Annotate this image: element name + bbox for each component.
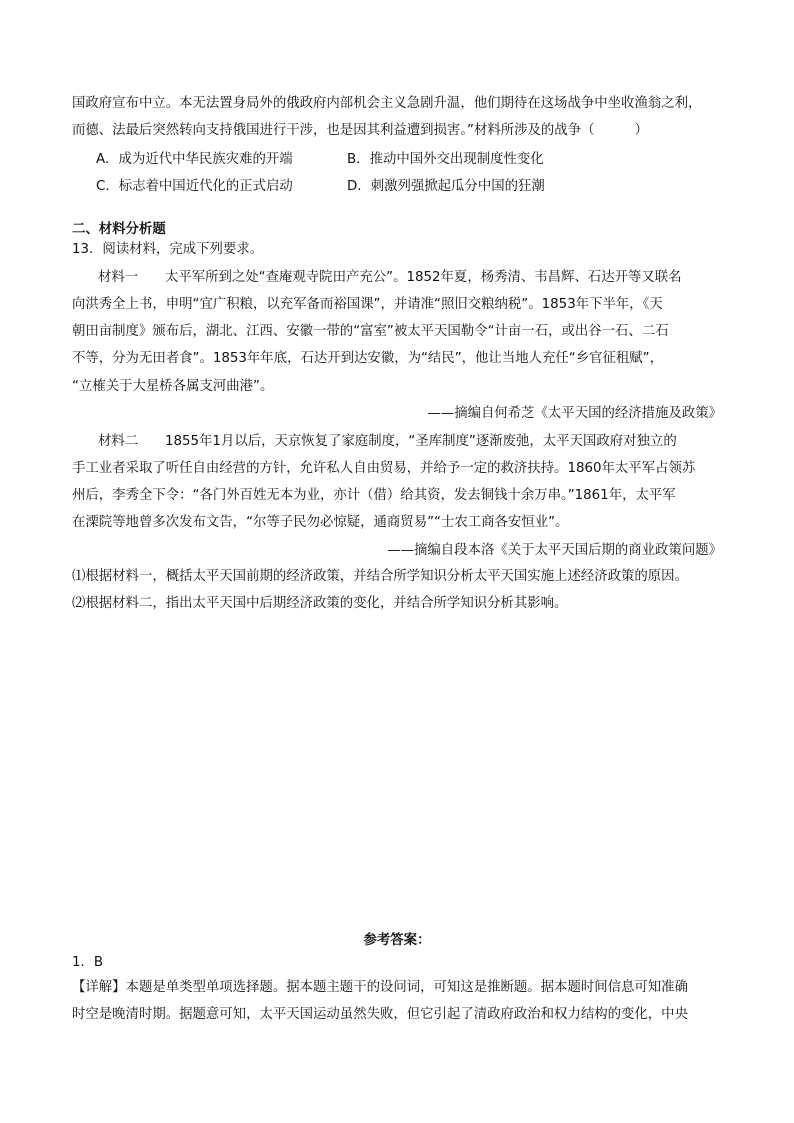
answer-1-detail-line-2: 时空是晚清时期。据题意可知，太平天国运动虽然失败，但它引起了清政府政治和权力结构的变化，中央 [72,1007,688,1022]
material2-line-2: 手工业者采取了听任自由经营的方针，允许私人自由贸易，并给予一定的救济扶持。1860年太平军占领苏 [72,461,696,476]
q12-option-d: D．刺激列强掀起瓜分中国的狂潮 [347,179,545,194]
answer-1-detail-line-1: 【详解】本题是单类型单项选择题。据本题主题干的设问词，可知这是推断题。据本题时间信息可知准确 [72,980,688,995]
material1-line-5: “立榷关于大星桥各属支河曲港”。 [72,379,274,394]
material2-line-1: 材料二 1855年1月以后，天京恢复了家庭制度，“圣库制度”逐渐废弛，太平天国政府对独立的 [98,434,677,449]
material2-source: ——摘编自段本洛《关于太平天国后期的商业政策问题》 [387,543,722,558]
answers-title: 参考答案： [363,933,431,948]
sub-question-1: ⑴根据材料一，概括太平天国前期的经济政策，并结合所学知识分析太平天国实施上述经济政策的原因。 [72,569,688,584]
material1-source: ——摘编自何希芝《太平天国的经济措施及政策》 [427,406,722,421]
q13-intro: 13．阅读材料，完成下列要求。 [72,242,264,257]
material1-line-4: 不等，分为无田者食”。1853年年底，石达开到达安徽，为“结民”，他让当地人充任“乡官征租赋”， [72,351,663,366]
material2-line-4: 在溧院等地曾多次发布文告，“尔等子民勿必惊疑，通商贸易”“士农工商各安恒业”。 [72,515,569,530]
material2-line-3: 州后，李秀全下令：“各门外百姓无本为业，亦计（借）给其资，发去铜钱十余万串。”1861年，太平军 [72,488,676,503]
sub-question-2: ⑵根据材料二，指出太平天国中后期经济政策的变化，并结合所学知识分析其影响。 [72,596,568,611]
q12-stem-line-2: 而德、法最后突然转向支持俄国进行干涉，也是因其利益遭到损害。”材料所涉及的战争（ ） [72,123,649,138]
q12-stem-line-1: 国政府宣布中立。本无法置身局外的俄政府内部机会主义急剧升温，他们期待在这场战争中坐收渔翁之利， [72,96,702,111]
q12-option-a: A．成为近代中华民族灾难的开端 [96,152,293,167]
material1-line-3: 朝田亩制度》颁布后，湖北、江西、安徽一带的“富室”被太平天国勒令“计亩一石，或出谷一石、二石 [72,324,669,339]
material1-line-2: 向洪秀全上书，申明“宜广积粮，以充军备而裕国课”，并请准“照旧交粮纳税”。1853年下半年，《天 [72,297,663,312]
answer-1: 1．B [72,955,104,970]
section-heading: 二、材料分析题 [72,222,166,237]
q12-option-c: C．标志着中国近代化的正式启动 [96,179,293,194]
material1-line-1: 材料一 太平军所到之处“查庵观寺院田产充公”。1852年夏，杨秀清、韦昌辉、石达开等又联名 [98,270,682,285]
q12-option-b: B．推动中国外交出现制度性变化 [347,152,544,167]
